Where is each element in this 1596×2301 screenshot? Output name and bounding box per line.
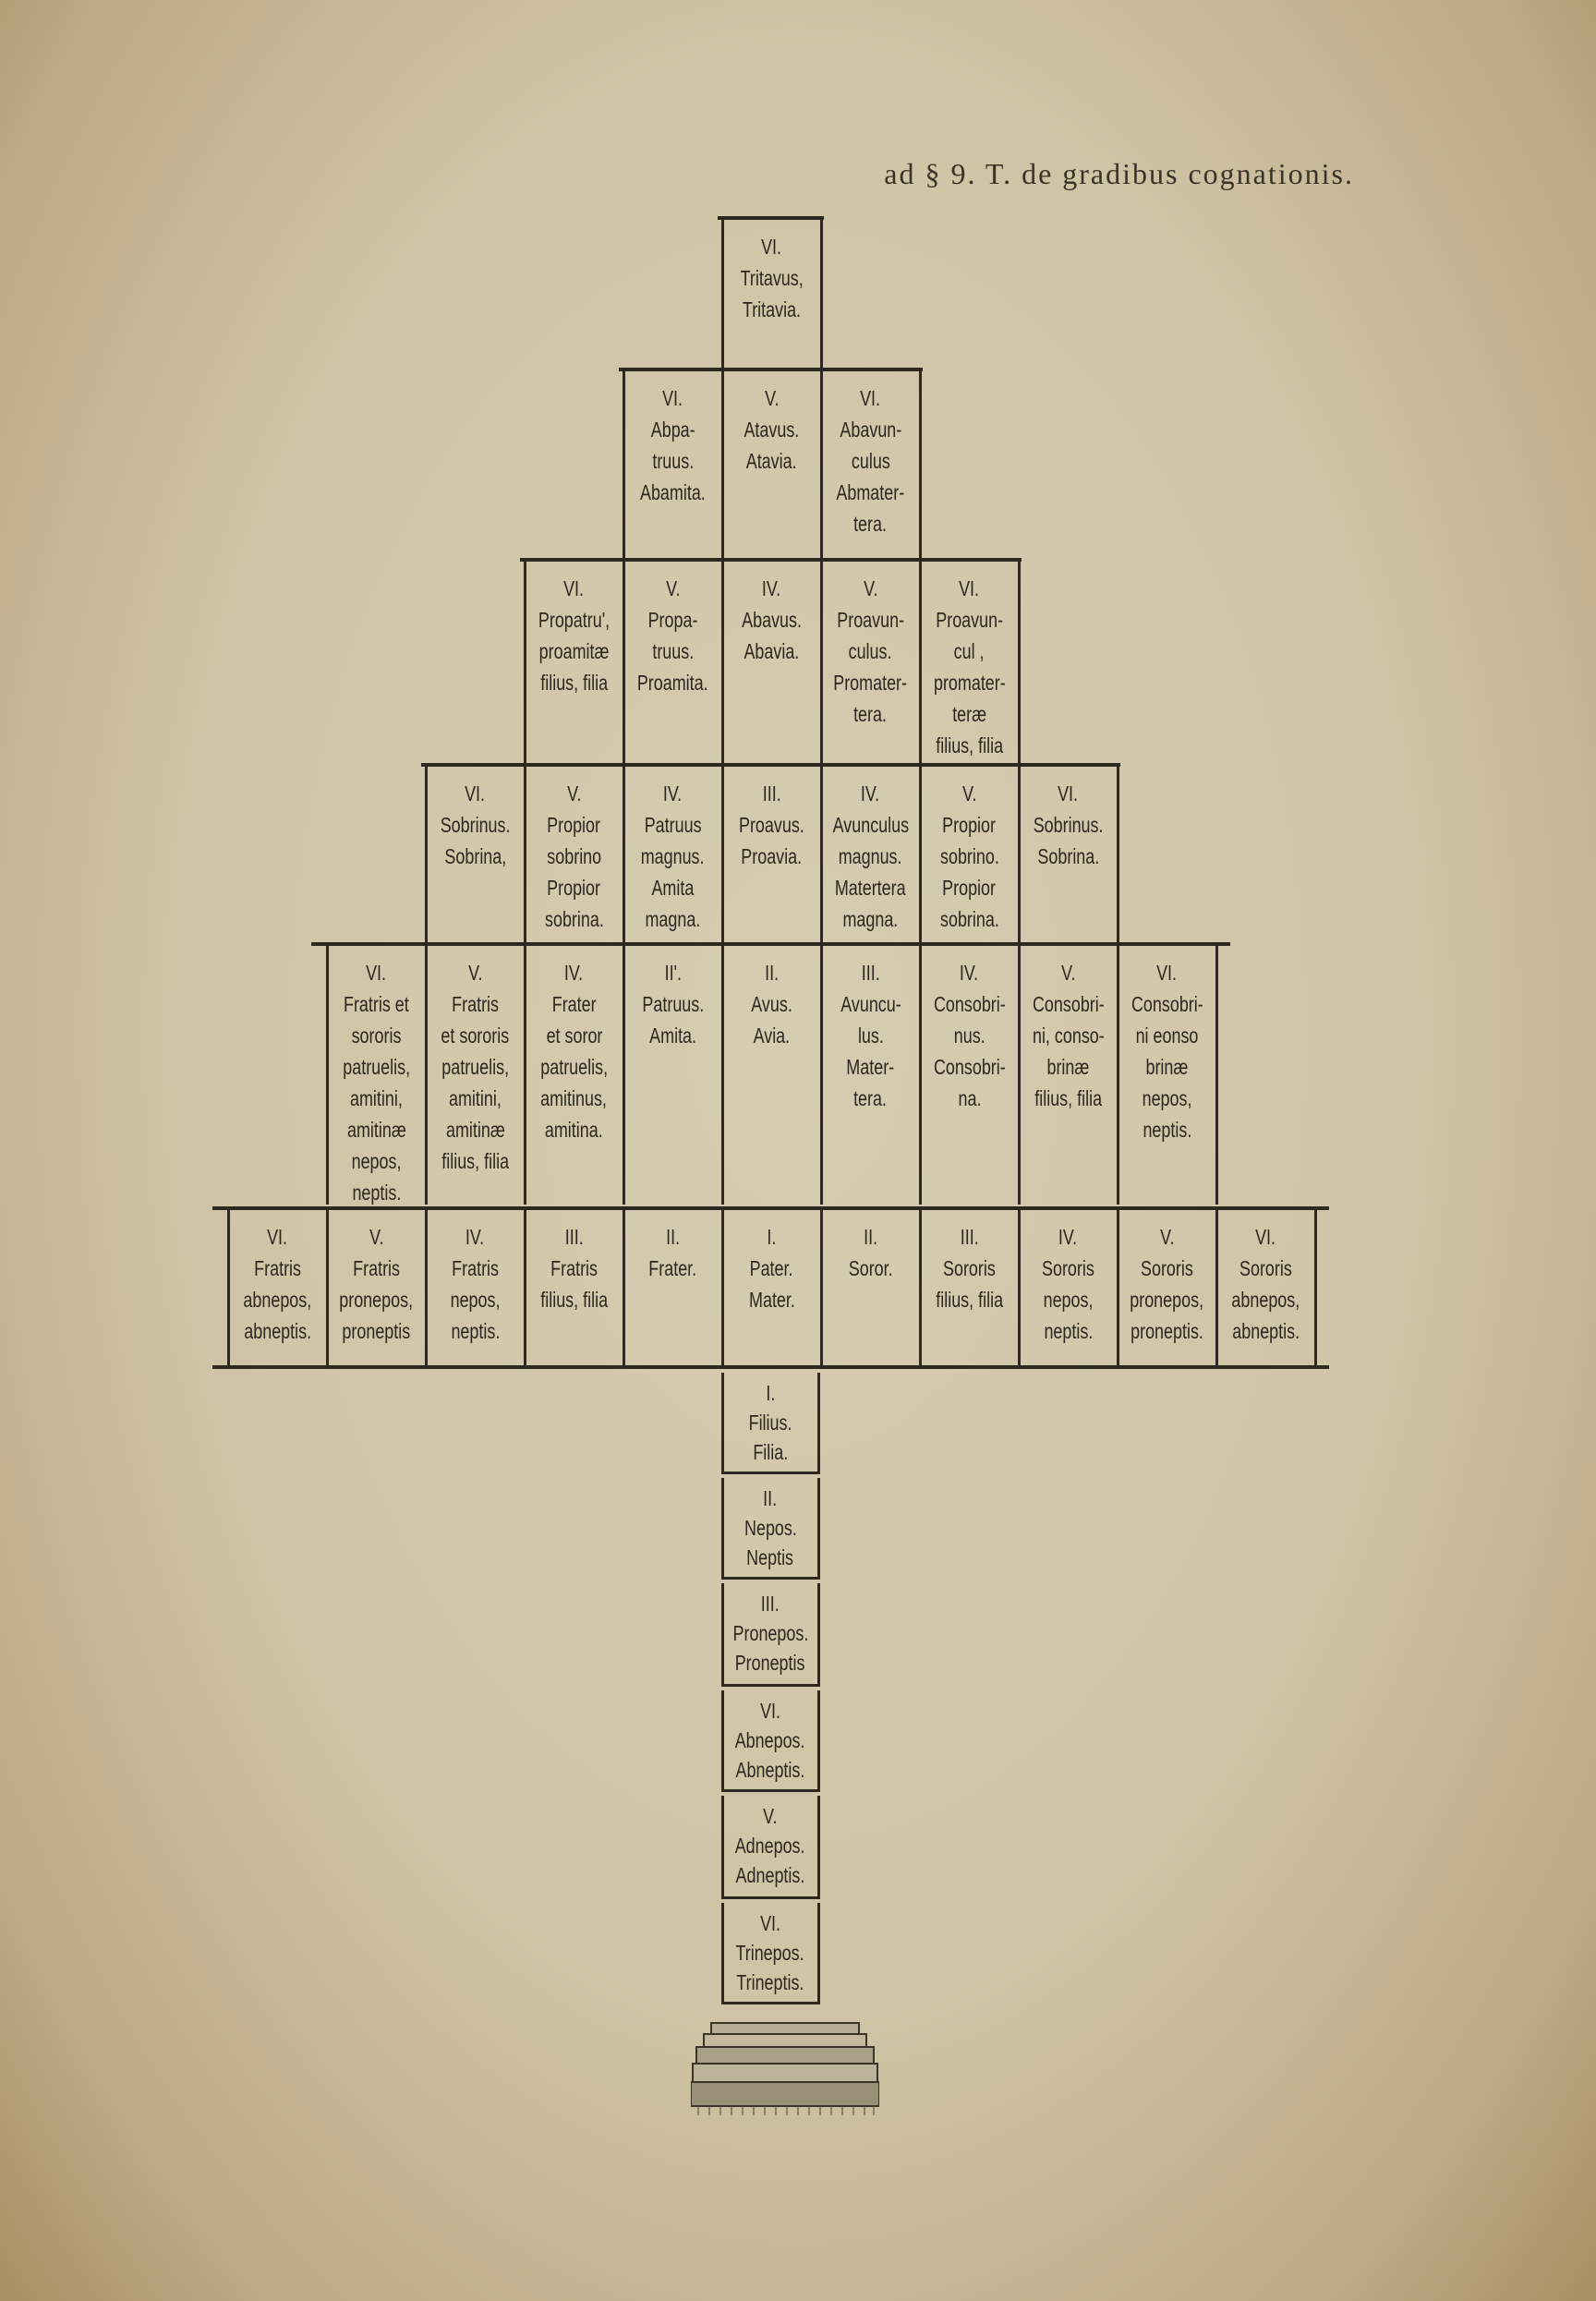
degree-numeral: VI. [267, 1225, 288, 1249]
kinship-term: Filius. [748, 1411, 792, 1435]
kinship-cell [524, 946, 625, 1205]
kinship-term: Consobri- [1130, 992, 1203, 1016]
degree-numeral: V. [763, 1804, 778, 1828]
kinship-cell [721, 371, 823, 558]
descendant-cell [721, 1690, 820, 1792]
kinship-term: teræ [952, 702, 986, 726]
kinship-term: Atavus. [744, 418, 800, 442]
kinship-term: Tritavus, [740, 266, 804, 290]
degree-numeral: I. [766, 1381, 775, 1405]
degree-numeral: V. [961, 781, 977, 805]
degree-numeral: V. [369, 1225, 384, 1249]
degree-numeral: V. [863, 576, 878, 600]
kinship-term: amitina. [545, 1118, 603, 1142]
kinship-term: Fratris [353, 1256, 400, 1280]
kinship-term: Pronepos. [732, 1621, 808, 1645]
kinship-term: abneptis. [244, 1319, 311, 1343]
kinship-cell [623, 1210, 724, 1365]
kinship-term: nus. [953, 1023, 985, 1048]
kinship-term: Patruus. [642, 992, 704, 1016]
kinship-term: Nepos. [744, 1516, 797, 1540]
kinship-term: Abamita. [640, 480, 706, 504]
degree-numeral: IV. [564, 961, 584, 985]
base-row-bottom-rule [212, 1365, 1329, 1369]
kinship-term: neptis. [451, 1319, 500, 1343]
kinship-term: Propior [547, 813, 601, 837]
kinship-term: Atavia. [746, 449, 797, 473]
kinship-term: Sororis [943, 1256, 996, 1280]
kinship-cell [524, 1210, 625, 1365]
kinship-term: promater- [933, 671, 1006, 695]
kinship-cell [227, 1210, 329, 1365]
kinship-term: Mater- [846, 1055, 895, 1079]
degree-numeral: V. [566, 781, 582, 805]
kinship-term: Fratris [452, 1256, 499, 1280]
kinship-term: Abnepos. [735, 1728, 805, 1752]
kinship-term: Proamita. [637, 671, 708, 695]
kinship-term: magna. [842, 907, 899, 931]
kinship-term: sobrino [547, 844, 601, 868]
kinship-term: Frater. [648, 1256, 697, 1280]
kinship-term: Abavun- [840, 418, 901, 442]
kinship-term: patruelis, [343, 1055, 410, 1079]
kinship-cell [623, 562, 724, 763]
kinship-cell [820, 371, 922, 558]
kinship-term: Trineptis. [736, 1970, 804, 1994]
degree-numeral: I. [767, 1225, 777, 1249]
kinship-term: amitinæ [346, 1118, 406, 1142]
degree-numeral: II. [765, 961, 779, 985]
kinship-term: Sobrina, [444, 844, 506, 868]
kinship-term: Propior [547, 876, 601, 900]
kinship-cell [721, 1210, 823, 1365]
kinship-term: na. [958, 1086, 981, 1110]
degree-numeral: IV. [861, 781, 880, 805]
kinship-term: Fratris [550, 1256, 598, 1280]
kinship-term: Propior [942, 813, 997, 837]
kinship-term: Sobrinus. [440, 813, 511, 837]
degree-numeral: VI. [366, 961, 387, 985]
kinship-term: filius, filia [936, 1288, 1003, 1312]
kinship-cell [623, 946, 724, 1205]
kinship-term: nepos, [1142, 1086, 1192, 1110]
kinship-cell [820, 562, 922, 763]
degree-numeral: III. [960, 1225, 979, 1249]
kinship-term: Fratris [254, 1256, 301, 1280]
kinship-term: amitinæ [445, 1118, 505, 1142]
kinship-term: abneptis. [1232, 1319, 1300, 1343]
kinship-term: et soror [546, 1023, 602, 1048]
kinship-term: culus. [849, 639, 892, 663]
kinship-cell [919, 562, 1021, 763]
kinship-term: Soror. [848, 1256, 893, 1280]
kinship-cell [623, 767, 724, 942]
kinship-term: Propior [942, 876, 997, 900]
kinship-term: Adnepos. [735, 1834, 805, 1858]
kinship-term: Matertera [835, 876, 906, 900]
kinship-cell [820, 946, 922, 1205]
kinship-term: nepos, [1043, 1288, 1094, 1312]
kinship-term: Adneptis. [735, 1863, 805, 1887]
kinship-term: Fratris et [344, 992, 409, 1016]
degree-numeral: VI. [1156, 961, 1178, 985]
kinship-term: Sororis [1141, 1256, 1193, 1280]
kinship-term: ni eonso [1135, 1023, 1199, 1048]
kinship-term: neptis. [352, 1181, 401, 1205]
kinship-term: ni, conso- [1032, 1023, 1105, 1048]
kinship-term: filius, filia [540, 671, 608, 695]
kinship-cell [721, 562, 823, 763]
degree-numeral: VI. [959, 576, 980, 600]
kinship-term: Consobri- [933, 992, 1006, 1016]
kinship-term: Patruus [644, 813, 702, 837]
kinship-term: neptis. [1143, 1118, 1191, 1142]
kinship-term: pronepos, [1130, 1288, 1204, 1312]
degree-numeral: V. [467, 961, 483, 985]
kinship-term: patruelis, [441, 1055, 509, 1079]
kinship-term: lus. [857, 1023, 884, 1048]
kinship-term: Trinepos. [735, 1941, 805, 1965]
degree-numeral: VI. [860, 386, 881, 410]
degree-numeral: III. [861, 961, 880, 985]
kinship-cell [1117, 1210, 1218, 1365]
descendant-cell [721, 1478, 820, 1580]
kinship-term: truus. [652, 449, 694, 473]
degree-numeral: II. [763, 1486, 778, 1510]
kinship-term: culus [851, 449, 890, 473]
kinship-term: magnus. [641, 844, 705, 868]
kinship-term: brinæ [1145, 1055, 1189, 1079]
kinship-term: Tritavia. [742, 297, 802, 321]
degree-numeral: V. [764, 386, 780, 410]
degree-numeral: III. [761, 1592, 780, 1616]
kinship-term: magnus. [839, 844, 902, 868]
degree-numeral: VI. [760, 1699, 780, 1723]
kinship-term: Sobrinus. [1033, 813, 1104, 837]
kinship-cell [1117, 946, 1218, 1205]
kinship-term: abnepos, [243, 1288, 312, 1312]
kinship-cell [1018, 767, 1119, 942]
kinship-cell [524, 767, 625, 942]
kinship-term: Mater. [748, 1288, 795, 1312]
kinship-term: Neptis [746, 1545, 794, 1569]
kinship-term: Sororis [1239, 1256, 1292, 1280]
kinship-term: Abmater- [836, 480, 905, 504]
kinship-term: Avuncu- [840, 992, 901, 1016]
kinship-term: Propatru', [538, 608, 611, 632]
kinship-term: Abpa- [650, 418, 695, 442]
kinship-cell [721, 220, 823, 368]
kinship-term: filius, filia [936, 733, 1003, 757]
kinship-term: patruelis, [540, 1055, 608, 1079]
kinship-cell [721, 767, 823, 942]
kinship-cell [524, 562, 625, 763]
kinship-term: Consobri- [1032, 992, 1105, 1016]
kinship-term: Proavun- [837, 608, 904, 632]
kinship-term: pronepos, [339, 1288, 414, 1312]
kinship-cell [1018, 946, 1119, 1205]
kinship-cell [919, 946, 1021, 1205]
kinship-term: Proavia. [741, 844, 803, 868]
kinship-cell [919, 767, 1021, 942]
degree-numeral: VI. [1058, 781, 1079, 805]
degree-numeral: IV. [762, 576, 781, 600]
kinship-term: amitini, [449, 1086, 502, 1110]
kinship-term: nepos, [351, 1149, 402, 1173]
kinship-term: Proavun- [936, 608, 1003, 632]
kinship-term: sobrino. [939, 844, 999, 868]
descendant-cell [721, 1903, 820, 2004]
kinship-term: filius, filia [1034, 1086, 1102, 1110]
kinship-term: Abavus. [742, 608, 802, 632]
kinship-term: Amita. [649, 1023, 696, 1048]
kinship-term: brinæ [1046, 1055, 1090, 1079]
descendant-cell [721, 1373, 820, 1474]
degree-numeral: II. [864, 1225, 877, 1249]
kinship-term: Abneptis. [735, 1758, 805, 1782]
kinship-term: Avus. [751, 992, 792, 1016]
kinship-cell [1215, 1210, 1317, 1365]
kinship-term: Propa- [647, 608, 698, 632]
kinship-term: filius, filia [441, 1149, 509, 1173]
kinship-term: amitinus, [540, 1086, 608, 1110]
kinship-term: amitini, [350, 1086, 403, 1110]
degree-numeral: III. [762, 781, 781, 805]
degree-numeral: VI. [761, 235, 782, 259]
kinship-term: neptis. [1044, 1319, 1093, 1343]
kinship-cell [721, 946, 823, 1205]
kinship-term: Pater. [750, 1256, 793, 1280]
kinship-term: Sororis [1042, 1256, 1094, 1280]
kinship-term: et sororis [441, 1023, 510, 1048]
kinship-term: Proneptis [735, 1651, 805, 1675]
kinship-cell [623, 371, 724, 558]
kinship-term: Proavus. [739, 813, 804, 837]
kinship-cell [919, 1210, 1021, 1365]
kinship-term: Amita [651, 876, 695, 900]
kinship-term: Fratris [452, 992, 499, 1016]
kinship-term: tera. [853, 702, 888, 726]
kinship-cell [820, 1210, 922, 1365]
kinship-cell [820, 767, 922, 942]
degree-numeral: IV. [960, 961, 979, 985]
kinship-cell [1018, 1210, 1119, 1365]
kinship-term: proamitæ [538, 639, 610, 663]
degree-numeral: V. [1060, 961, 1076, 985]
degree-numeral: VI. [1255, 1225, 1276, 1249]
kinship-term: truus. [652, 639, 694, 663]
kinship-term: Abavia. [744, 639, 800, 663]
degree-numeral: V. [1159, 1225, 1175, 1249]
descendant-cell [721, 1583, 820, 1687]
kinship-term: magna. [645, 907, 701, 931]
kinship-term: Sobrina. [1037, 844, 1099, 868]
kinship-term: sororis [351, 1023, 402, 1048]
kinship-term: Avia. [753, 1023, 791, 1048]
pedestal-base [691, 2019, 879, 2117]
degree-numeral: V. [665, 576, 681, 600]
degree-numeral: VI. [563, 576, 585, 600]
kinship-term: Avunculus [832, 813, 909, 837]
kinship-term: sobrina. [939, 907, 999, 931]
kinship-cell [425, 1210, 526, 1365]
kinship-term: nepos, [450, 1288, 501, 1312]
descendant-cell [721, 1796, 820, 1899]
kinship-term: tera. [853, 512, 888, 536]
kinship-cell [326, 1210, 428, 1365]
degree-numeral: VI. [662, 386, 683, 410]
kinship-cell [326, 946, 428, 1205]
kinship-term: abnepos, [1231, 1288, 1300, 1312]
degree-numeral: III. [564, 1225, 584, 1249]
kinship-term: proneptis [342, 1319, 411, 1343]
kinship-term: Filia. [753, 1440, 788, 1464]
kinship-term: tera. [853, 1086, 888, 1110]
degree-numeral: VI. [760, 1911, 780, 1935]
kinship-cell [425, 767, 526, 942]
degree-numeral: IV. [1058, 1225, 1078, 1249]
degree-numeral: IV. [663, 781, 683, 805]
kinship-cell [425, 946, 526, 1205]
kinship-term: Frater [551, 992, 597, 1016]
degree-numeral: VI. [465, 781, 486, 805]
degree-numeral: II'. [664, 961, 682, 985]
kinship-term: proneptis. [1130, 1319, 1203, 1343]
degree-numeral: II. [666, 1225, 680, 1249]
page-header: ad § 9. T. de gradibus cognationis. [884, 157, 1354, 190]
degree-numeral: IV. [466, 1225, 485, 1249]
kinship-term: sobrina. [544, 907, 604, 931]
kinship-term: filius, filia [540, 1288, 608, 1312]
kinship-term: Promater- [833, 671, 908, 695]
kinship-term: Consobri- [933, 1055, 1006, 1079]
kinship-term: cul , [954, 639, 985, 663]
